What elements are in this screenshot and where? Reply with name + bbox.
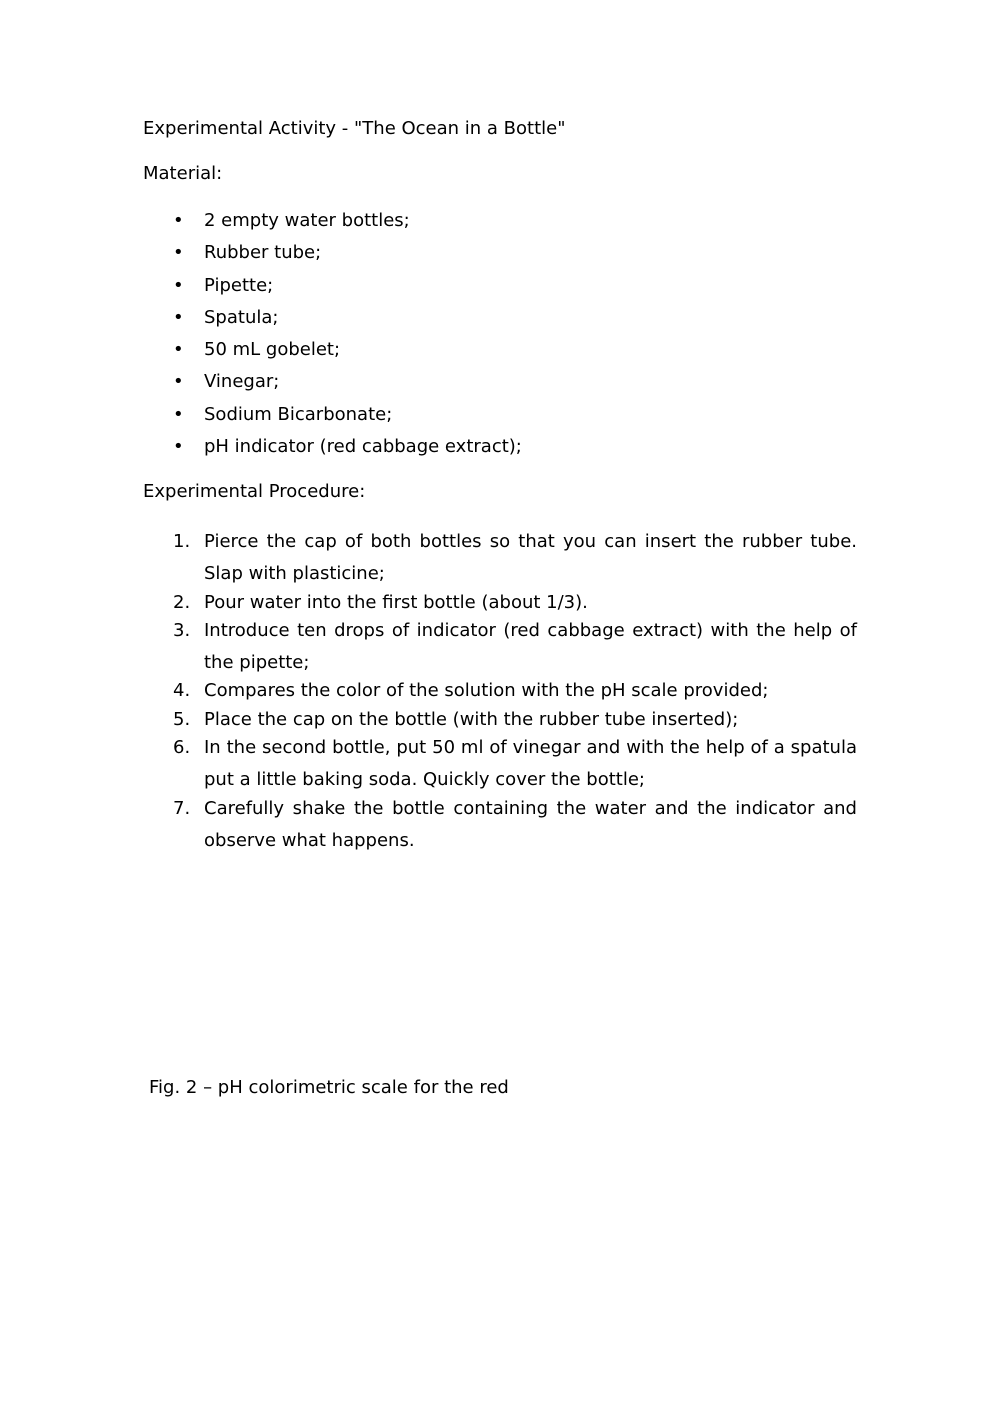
procedure-heading: Experimental Procedure: [143,481,366,502]
materials-list [143,209,522,467]
step-text: Pour water into the first bottle (about 1/3). [204,591,588,613]
bullet-icon: • [173,436,184,458]
document-title: Experimental Activity - "The Ocean in a Bottle" [143,118,566,139]
list-item [143,306,522,338]
bullet-icon: • [173,242,184,264]
list-item [143,274,522,306]
step-number: 5. [173,708,191,730]
material-item: pH indicator (red cabbage extract); [204,436,522,458]
material-item: Pipette; [204,274,274,296]
procedure-step [143,732,857,797]
list-item [143,403,522,435]
material-item: Rubber tube; [204,242,322,264]
material-item: 2 empty water bottles; [204,210,410,231]
step-number: 7. [173,797,191,819]
figure-caption: Fig. 2 – pH colorimetric scale for the red [149,1077,509,1098]
procedure-step [143,526,857,591]
material-heading: Material: [143,163,223,184]
procedure-step [143,615,857,680]
list-item [143,435,522,467]
material-item: 50 mL gobelet; [204,339,341,361]
step-number: 4. [173,680,191,702]
list-item [143,241,522,273]
step-number: 6. [173,737,191,759]
material-item: Spatula; [204,306,279,328]
bullet-icon: • [173,210,184,231]
material-item: Vinegar; [204,371,280,393]
step-text: In the second bottle, put 50 ml of vinegar and with the help of a spatula put a little baking soda. Quickly cover the bottle; [204,737,857,791]
bullet-icon: • [173,274,184,296]
bullet-icon: • [173,371,184,393]
list-item [143,209,522,241]
bullet-icon: • [173,403,184,425]
step-text: Pierce the cap of both bottles so that you can insert the rubber tube. Slap with plasticine; [204,531,857,585]
list-item [143,370,522,402]
procedure-steps-list [143,526,857,857]
procedure-step [143,793,857,858]
step-text: Place the cap on the bottle (with the rubber tube inserted); [204,708,739,730]
step-number: 2. [173,591,191,613]
bullet-icon: • [173,306,184,328]
step-text: Introduce ten drops of indicator (red cabbage extract) with the help of the pipette; [204,619,857,674]
step-number: 3. [173,619,191,641]
list-item [143,338,522,370]
step-text: Carefully shake the bottle containing the water and the indicator and observe what happens. [204,797,857,851]
bullet-icon: • [173,339,184,361]
material-item: Sodium Bicarbonate; [204,403,393,425]
step-number: 1. [173,531,191,552]
step-text: Compares the color of the solution with the pH scale provided; [204,680,769,702]
